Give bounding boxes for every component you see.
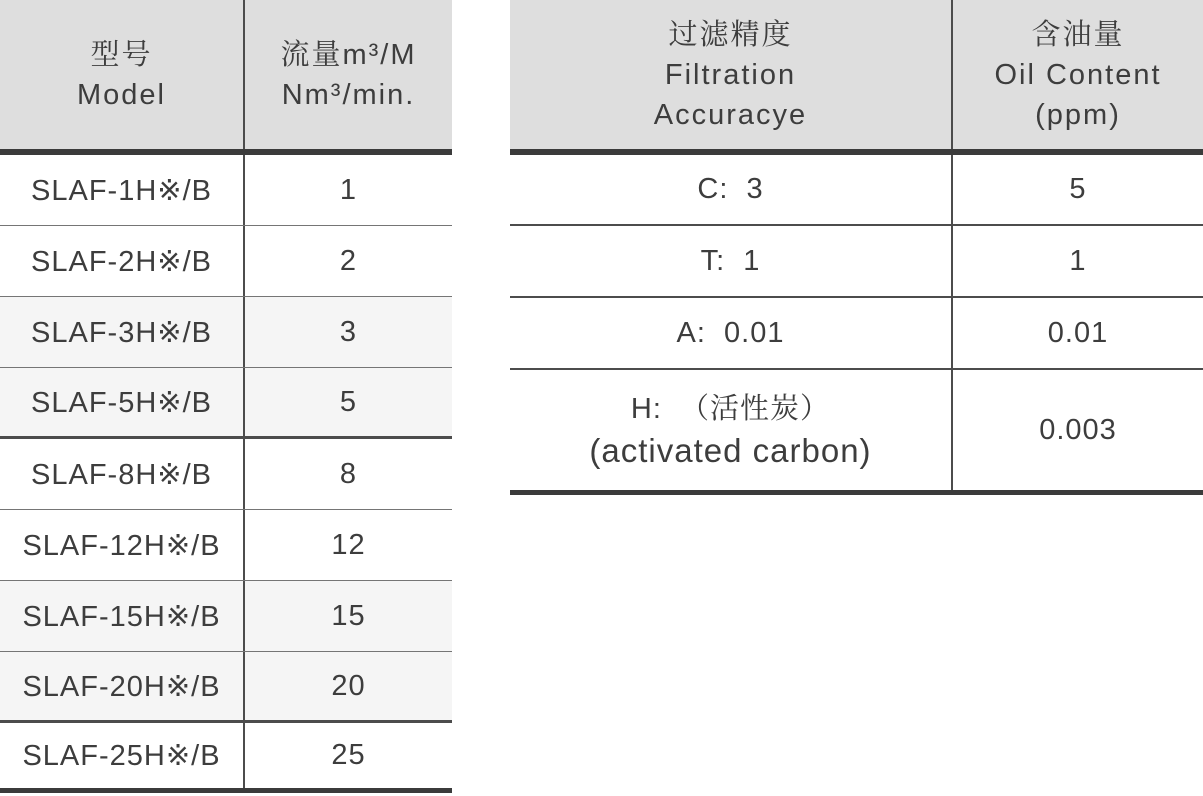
accuracy-line2: (activated carbon) [589,432,872,469]
accuracy-header-en2: Accuracye [653,98,808,131]
table-row [0,581,452,652]
accuracy-cell: C: 3 [510,155,953,224]
flow-header-line1: 流量m³/M [280,38,417,71]
table-row [510,298,1203,370]
oil-header-zh: 含油量 [1031,18,1125,51]
table-row [0,226,452,297]
accuracy-line1: H: （活性炭） [630,393,831,425]
oil-cell: 0.01 [1047,316,1109,349]
model-cell: SLAF-3H※/B [0,297,245,367]
flow-cell: 15 [331,599,366,632]
filtration-oil-table [510,0,1203,495]
table-row [0,439,452,510]
table-row [0,155,452,226]
flow-cell: 5 [339,385,358,418]
accuracy-column-header [510,0,953,149]
model-cell: SLAF-8H※/B [0,439,245,509]
flow-cell: 3 [339,315,358,348]
flow-cell: 2 [339,244,358,277]
flow-cell: 1 [339,173,358,206]
model-cell: SLAF-5H※/B [0,368,245,436]
table-row [0,652,452,723]
flow-cell: 25 [331,739,366,771]
model-cell: SLAF-25H※/B [0,723,245,788]
accuracy-cell: A: 0.01 [510,298,953,368]
accuracy-cell: T: 1 [510,226,953,296]
model-flow-table-header [0,0,452,155]
oil-cell: 5 [1069,173,1087,205]
flow-cell: 12 [331,528,366,561]
table-row [0,723,452,788]
flow-column-header [245,0,452,149]
accuracy-header-zh: 过滤精度 [668,18,793,51]
oil-header-en1: Oil Content [994,58,1162,91]
table-row [510,226,1203,298]
accuracy-cell [510,370,953,490]
filtration-oil-table-header [510,0,1203,155]
table-row [0,368,452,439]
model-cell: SLAF-15H※/B [0,581,245,651]
model-cell: SLAF-1H※/B [0,155,245,225]
accuracy-header-en1: Filtration [664,58,797,91]
oil-cell: 0.003 [1039,413,1117,446]
model-cell: SLAF-20H※/B [0,652,245,720]
flow-cell: 20 [331,669,366,702]
flow-cell: 8 [339,457,358,490]
table-row [510,370,1203,490]
model-header-zh: 型号 [90,38,153,71]
model-cell: SLAF-12H※/B [0,510,245,580]
accuracy-two-line [589,388,871,472]
model-flow-table [0,0,452,793]
table-row [0,510,452,581]
table-row [510,155,1203,226]
oil-cell: 1 [1069,244,1087,277]
model-column-header [0,0,245,149]
flow-header-line2: Nm³/min. [281,78,416,111]
model-cell: SLAF-2H※/B [0,226,245,296]
oil-column-header [953,0,1203,149]
table-row [0,297,452,368]
oil-header-en2: (ppm) [1035,98,1121,131]
model-header-en: Model [77,78,166,111]
